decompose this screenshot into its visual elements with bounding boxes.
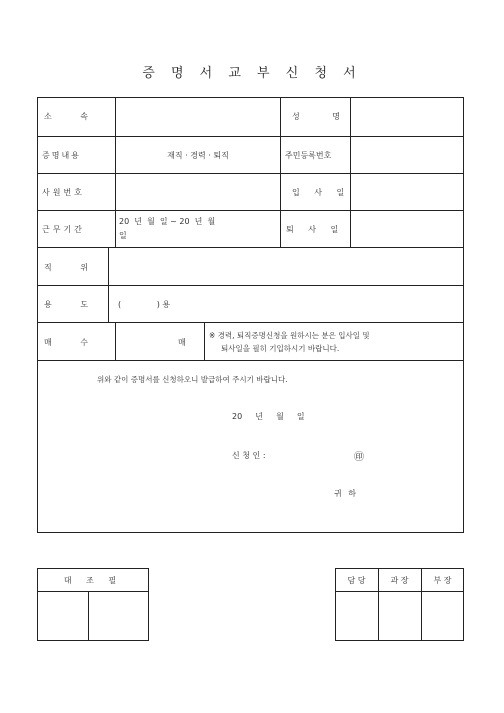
date-line[interactable]: 20 년 월 일	[232, 412, 305, 421]
verification-cell-left[interactable]	[38, 592, 87, 640]
resident-no-field[interactable]	[351, 137, 463, 172]
purpose-label: 용 도	[44, 300, 88, 309]
cert-content-label: 증명내용	[42, 151, 81, 160]
work-period-label: 근무기간	[42, 225, 85, 234]
employee-no-label: 사원번호	[42, 188, 85, 197]
name-label: 성 명	[292, 112, 340, 121]
employee-no-field[interactable]	[116, 174, 279, 209]
note-line1: ※ 경력, 퇴직증명신청을 원하시는 분은 입사일 및	[209, 331, 370, 340]
join-date-label: 입 사 일	[292, 188, 351, 197]
resident-no-label: 주민등록번호	[285, 151, 332, 160]
verification-cell-right[interactable]	[89, 592, 148, 640]
note-line2: 퇴사일을 필히 기입하시기 바랍니다.	[221, 344, 340, 353]
position-label: 직 위	[44, 263, 88, 272]
row-divider	[37, 322, 464, 323]
copies-unit[interactable]: 매	[178, 338, 186, 347]
join-date-field[interactable]	[351, 174, 463, 209]
recipient-text: 귀 하	[334, 489, 356, 498]
approval-sign-section-chief[interactable]	[379, 592, 420, 640]
col-divider	[280, 97, 281, 247]
approval-header-department-head: 부 장	[433, 576, 452, 585]
cert-options[interactable]: 재직 · 경력 · 퇴직	[167, 151, 229, 160]
verification-label: 대 조 필	[63, 576, 123, 585]
affiliation-field[interactable]	[116, 98, 279, 135]
leave-date-label: 퇴 사 일	[286, 225, 345, 234]
name-field[interactable]	[351, 98, 463, 135]
col-divider	[204, 322, 205, 360]
page-title: 증 명 서 교 부 신 청 서	[142, 66, 362, 81]
work-period-line1[interactable]: 20 년 월 일 ~ 20 년 월	[119, 217, 216, 226]
seal-mark: ㊞	[354, 452, 364, 463]
row-divider	[37, 285, 464, 286]
approval-sign-staff[interactable]	[336, 592, 377, 640]
approval-header-section-chief: 과 장	[390, 576, 409, 585]
statement-text: 위와 같이 증명서를 신청하오니 발급하여 주시기 바랍니다.	[97, 375, 288, 384]
position-field[interactable]	[109, 248, 463, 284]
col-divider	[115, 322, 116, 360]
work-period-line2: 일	[119, 231, 127, 240]
affiliation-label: 소 속	[44, 112, 88, 121]
applicant-name-field[interactable]	[280, 446, 350, 460]
purpose-field[interactable]: ( ) 용	[118, 300, 171, 309]
approval-header-staff: 담 당	[347, 576, 366, 585]
leave-date-field[interactable]	[351, 211, 463, 246]
applicant-label: 신 청 인 :	[232, 451, 266, 460]
copies-label: 매 수	[44, 338, 88, 347]
approval-sign-department-head[interactable]	[422, 592, 463, 640]
row-divider	[37, 360, 464, 361]
